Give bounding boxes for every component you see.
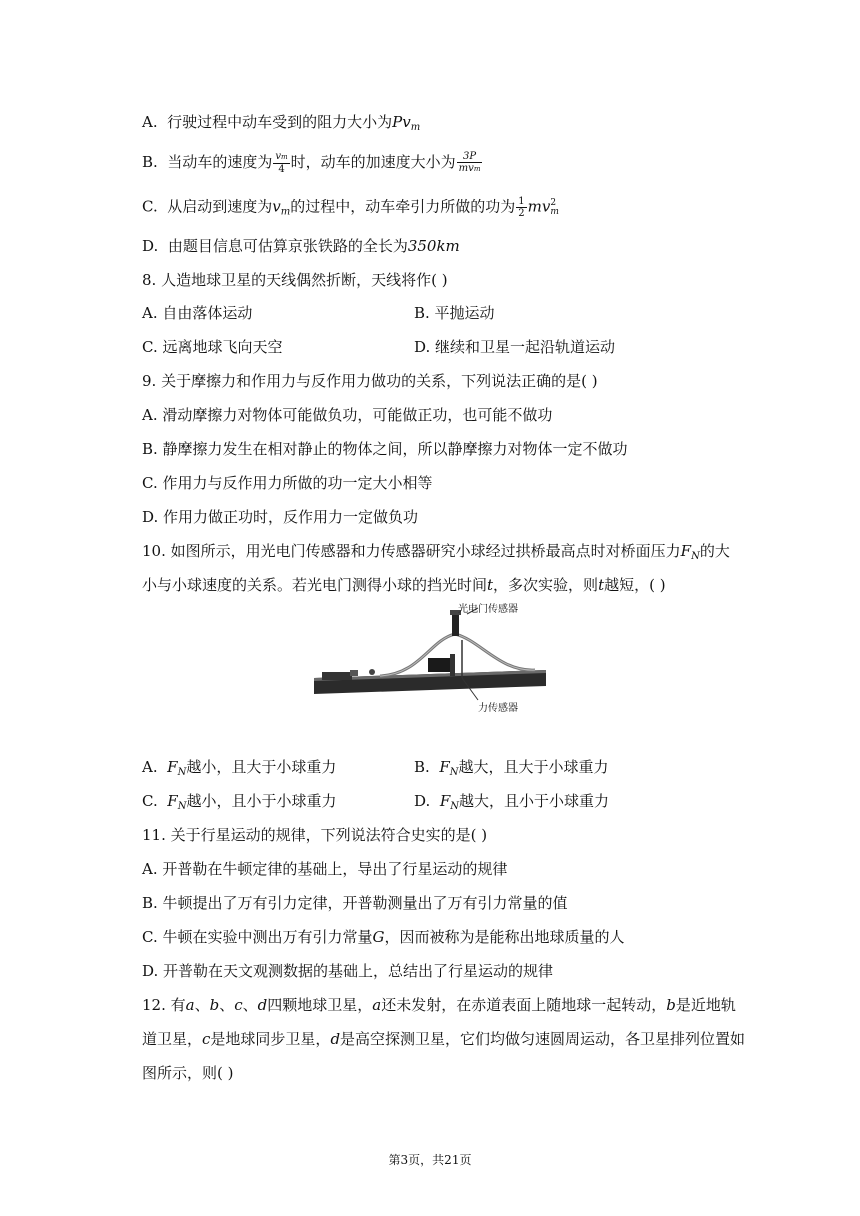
q10-option-c: C. $F_N$越小，且小于小球重力 [142, 792, 337, 812]
q7-option-a: A. 行驶过程中动车受到的阻力大小为$Pv_m$ [142, 113, 421, 133]
q9-option-c: C. 作用力与反作用力所做的功一定大小相等 [142, 474, 433, 492]
q12-stem-line1: 12. 有a、b、c、d四颗地球卫星，a还未发射，在赤道表面上随地球一起转动，b是近地轨 [142, 996, 736, 1014]
q7-option-b: B. 当动车的速度为 $\frac{vm}{4}$ 时，动车的加速度大小为 $\frac{3P}{\text{mvm}}$ [142, 151, 481, 175]
q12-stem-line3: 图所示，则( ) [142, 1064, 234, 1082]
q8-option-b: B. 平抛运动 [414, 304, 495, 322]
force-sensor-label: 力传感器 [478, 703, 518, 714]
q10-option-a: A. $F_N$越小，且大于小球重力 [142, 758, 337, 778]
q10-option-b: B. $F_N$越大，且大于小球重力 [414, 758, 609, 778]
q11-option-d: D. 开普勒在天文观测数据的基础上，总结出了行星运动的规律 [142, 962, 554, 980]
q9-stem: 9. 关于摩擦力和作用力与反作用力做功的关系，下列说法正确的是( ) [142, 372, 598, 390]
q7-option-d: D. 由题目信息可估算京张铁路的全长为350km [142, 237, 460, 255]
q9-option-d: D. 作用力做正功时，反作用力一定做负功 [142, 508, 419, 526]
q8-stem: 8. 人造地球卫星的天线偶然折断，天线将作( ) [142, 271, 448, 289]
q10-stem-line2: 小与小球速度的关系。若光电门测得小球的挡光时间t，多次实验，则t越短，( ) [142, 576, 666, 594]
q11-option-b: B. 牛顿提出了万有引力定律，开普勒测量出了万有引力常量的值 [142, 894, 568, 912]
q7-option-c: C. 从启动到速度为$v_m$的过程中，动车牵引力所做的功为 $\frac{1}{2}$ mv 2 m [142, 196, 559, 219]
q8-option-d: D. 继续和卫星一起沿轨道运动 [414, 338, 616, 356]
q11-option-c: C. 牛顿在实验中测出万有引力常量G，因而被称为是能称出地球质量的人 [142, 928, 625, 946]
photogate-label: 光电门传感器 [458, 604, 518, 615]
q11-stem: 11. 关于行星运动的规律，下列说法符合史实的是( ) [142, 826, 488, 844]
q8-option-a: A. 自由落体运动 [142, 304, 253, 322]
q8-option-c: C. 远离地球飞向天空 [142, 338, 283, 356]
q10-option-d: D. $F_N$越大，且小于小球重力 [414, 792, 609, 812]
q10-stem-line1: 10. 如图所示，用光电门传感器和力传感器研究小球经过拱桥最高点时对桥面压力$F_N$的大 [142, 542, 730, 562]
q11-option-a: A. 开普勒在牛顿定律的基础上，导出了行星运动的规律 [142, 860, 508, 878]
page-footer: 第3页，共21页 [388, 1153, 472, 1167]
q9-option-a: A. 滑动摩擦力对物体可能做负功，可能做正功，也可能不做功 [142, 406, 553, 424]
q9-option-b: B. 静摩擦力发生在相对静止的物体之间，所以静摩擦力对物体一定不做功 [142, 440, 628, 458]
arch-bridge-apparatus-figure [310, 600, 550, 718]
q12-stem-line2: 道卫星，c是地球同步卫星，d是高空探测卫星，它们均做匀速圆周运动，各卫星排列位置如 [142, 1030, 746, 1048]
